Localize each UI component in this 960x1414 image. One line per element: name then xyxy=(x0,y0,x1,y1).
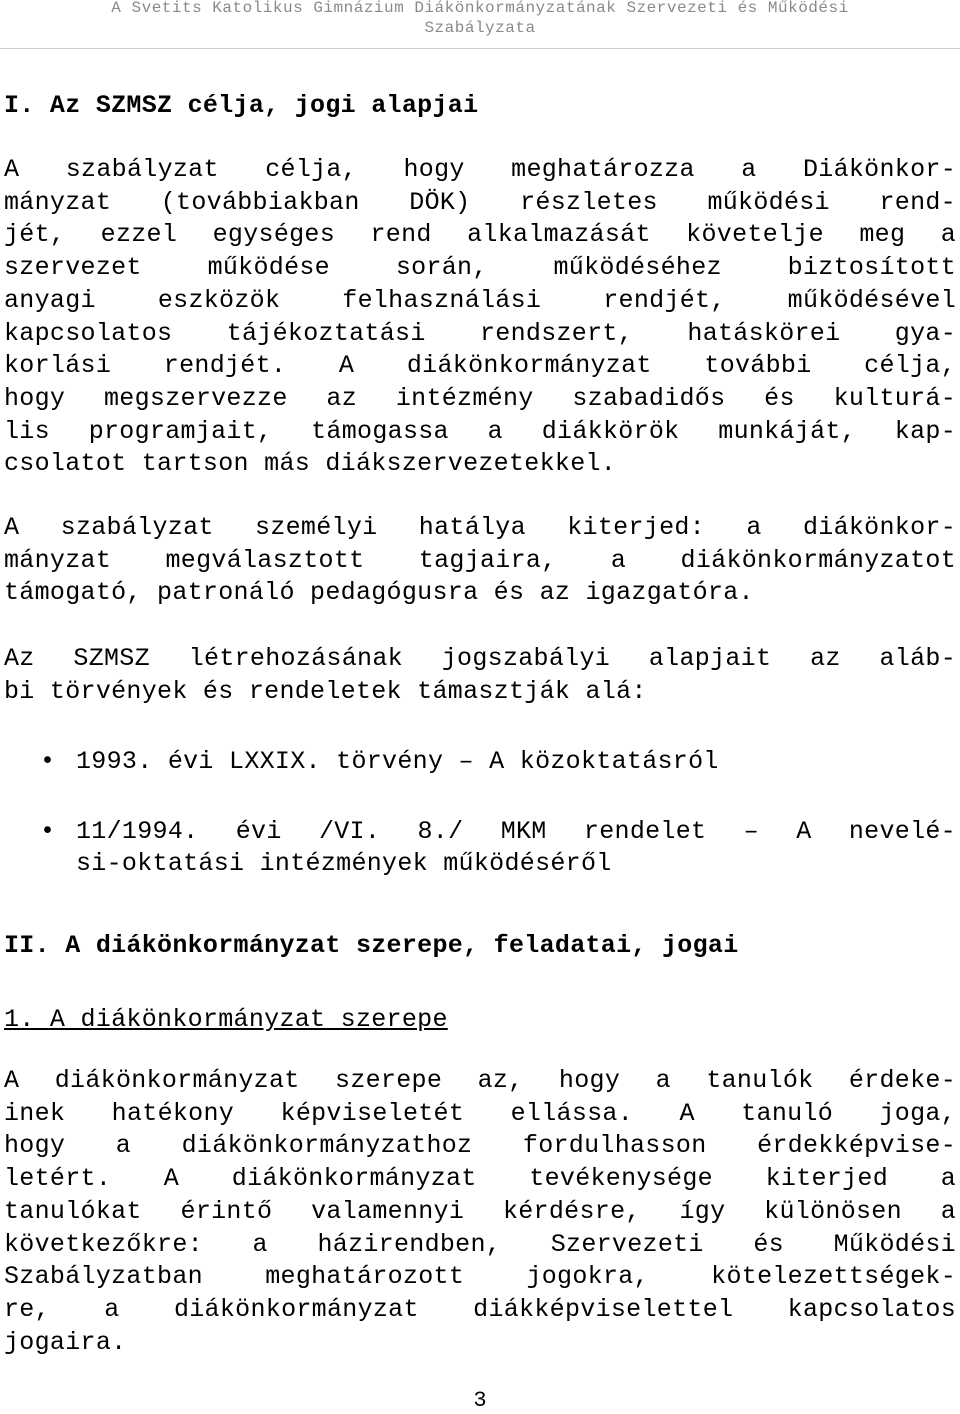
text-line: Szabályzatban meghatározott jogokra, kötelezettségek- xyxy=(4,1262,956,1292)
text-line: bi törvények és rendeletek támasztják alá: xyxy=(4,676,647,706)
text-line: jogaira. xyxy=(4,1327,127,1357)
bullet-item-line: 1993. évi LXXIX. törvény – A közoktatásról xyxy=(76,747,719,776)
bullet-item-line: si-oktatási intézmények működéséről xyxy=(76,849,612,878)
section-1-paragraph-3 xyxy=(4,643,956,708)
text-line: re, a diákönkormányzat diákképviselettel kapcsolatos xyxy=(4,1294,956,1324)
text-line: letért. A diákönkormányzat tevékenysége kiterjed a xyxy=(4,1164,956,1194)
header-divider xyxy=(0,48,960,49)
text-line: hogy a diákönkormányzathoz fordulhasson érdekképvise- xyxy=(4,1131,956,1161)
bullet-item xyxy=(76,746,956,778)
text-line: anyagi eszközök felhasználási rendjét, működésével xyxy=(4,285,956,315)
bullet-icon: • xyxy=(40,747,56,776)
text-line: hogy megszervezze az intézmény szabadidős és kulturá- xyxy=(4,383,956,413)
text-line: A szabályzat célja, hogy meghatározza a Diákönkor- xyxy=(4,155,956,184)
running-header-line-1: A Svetits Katolikus Gimnázium Diákönkormányzatának Szervezeti és Működési xyxy=(111,0,849,17)
text-line: inek hatékony képviseletét ellássa. A tanuló joga, xyxy=(4,1098,956,1128)
running-header xyxy=(0,0,960,38)
text-line: Az SZMSZ létrehozásának jogszabályi alapjait az aláb- xyxy=(4,644,956,673)
subsection-1-heading: 1. A diákönkormányzat szerepe xyxy=(4,1005,448,1034)
page-number: 3 xyxy=(473,1388,487,1413)
text-line: lis programjait, támogassa a diákkörök munkáját, kap- xyxy=(4,416,956,446)
bullet-icon: • xyxy=(40,817,56,846)
section-1-paragraph-1 xyxy=(4,154,956,481)
text-line: A szabályzat személyi hatálya kiterjed: a diákönkor- xyxy=(4,513,956,542)
text-line: következőkre: a házirendben, Szervezeti és Működési xyxy=(4,1229,956,1259)
bullet-item xyxy=(76,816,956,880)
text-line: mányzat (továbbiakban DÖK) részletes működési rend- xyxy=(4,187,956,217)
section-1-paragraph-2 xyxy=(4,512,956,610)
text-line: támogató, patronáló pedagógusra és az igazgatóra. xyxy=(4,578,754,608)
section-2-heading: II. A diákönkormányzat szerepe, feladatai, jogai xyxy=(4,931,739,960)
text-line: kapcsolatos tájékoztatási rendszert, hatáskörei gya- xyxy=(4,318,956,348)
section-1-heading: I. Az SZMSZ célja, jogi alapjai xyxy=(4,91,479,120)
text-line: jét, ezzel egységes rend alkalmazását követelje meg a xyxy=(4,220,956,250)
text-line: szervezet működése során, működéséhez biztosított xyxy=(4,253,956,283)
text-line: csolatot tartson más diákszervezetekkel. xyxy=(4,449,617,479)
text-line: tanulókat érintő valamennyi kérdésre, így különösen a xyxy=(4,1196,956,1226)
text-line: mányzat megválasztott tagjaira, a diákönkormányzatot xyxy=(4,545,956,575)
running-header-line-2: Szabályzata xyxy=(424,19,536,37)
bullet-item-line: 11/1994. évi /VI. 8./ MKM rendelet – A nevelé- xyxy=(76,817,956,846)
text-line: A diákönkormányzat szerepe az, hogy a tanulók érdeke- xyxy=(4,1066,956,1095)
text-line: korlási rendjét. A diákönkormányzat további célja, xyxy=(4,351,956,381)
section-2-paragraph-1 xyxy=(4,1065,956,1359)
